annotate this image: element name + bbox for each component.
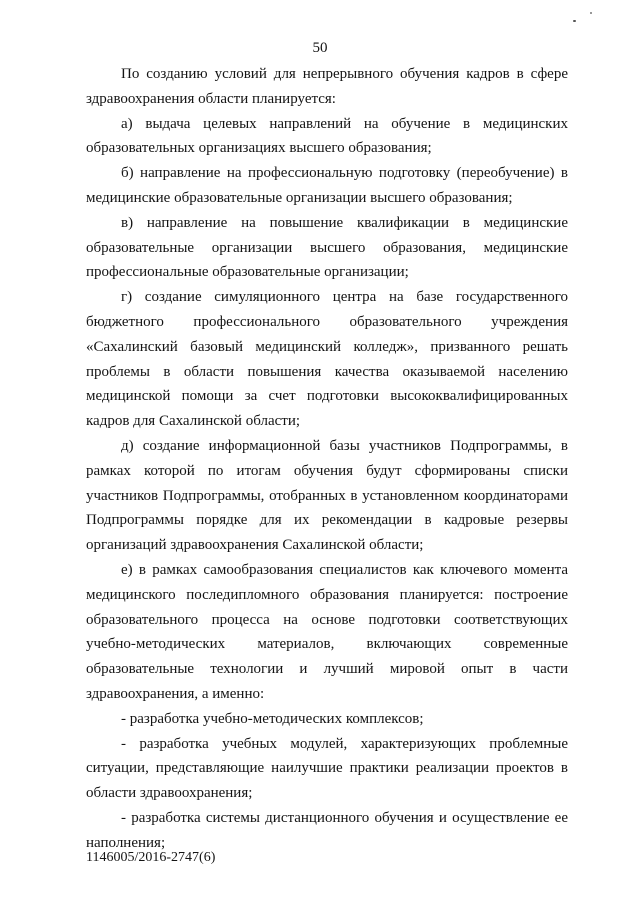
paragraph-item-b: б) направление на профессиональную подготовку (переобучение) в медицинские образовательные организации высшего образования; <box>86 165 568 206</box>
document-code: 1146005/2016-2747(6) <box>86 850 216 865</box>
page-number: 50 <box>312 40 328 56</box>
paragraph-item-g: г) создание симуляционного центра на базе государственного бюджетного профессионального образовательного учреждения «Сахалинский базовый медицинский колледж», призванного решать проблемы в области повышения качества оказываемой населению медицинской помощи за счет подготовки высококвалифицированных кадров для Сахалинской области; <box>86 289 568 430</box>
scan-speck <box>590 12 592 14</box>
scan-speck <box>573 20 576 22</box>
paragraph-item-e: е) в рамках самообразования специалистов как ключевого момента медицинского последипломного образования планируется: построение образовательного процесса на основе подготовки соответствующих учебно-методических материалов, включающих современные образовательные технологии и лучший мировой опыт в части здравоохранения, а именно: <box>86 561 568 702</box>
document-body <box>86 62 568 856</box>
paragraph-item-a: а) выдача целевых направлений на обучение в медицинских образовательных организациях высшего образования; <box>86 115 568 157</box>
bullet-item: - разработка учебных модулей, характеризующих проблемные ситуации, представляющие наилучшие практики реализации проектов в области здравоохранения; <box>86 735 568 802</box>
paragraph-item-d: д) создание информационной базы участников Подпрограммы, в рамках которой по итогам обучения будут сформированы списки участников Подпрограммы, отобранных в установленном координаторами Подпрограммы порядке для их рекомендации в кадровые резервы организаций здравоохранения Сахалинской области; <box>86 437 568 554</box>
bullet-item: - разработка учебно-методических комплексов; <box>121 710 424 727</box>
paragraph-item-v: в) направление на повышение квалификации в медицинские образовательные организации высшего образования, медицинские профессиональные образовательные организации; <box>86 214 568 281</box>
paragraph-intro: По созданию условий для непрерывного обучения кадров в сфере здравоохранения области планируется: <box>86 66 568 107</box>
bullet-item: - разработка системы дистанционного обучения и осуществление ее наполнения; <box>86 809 568 851</box>
